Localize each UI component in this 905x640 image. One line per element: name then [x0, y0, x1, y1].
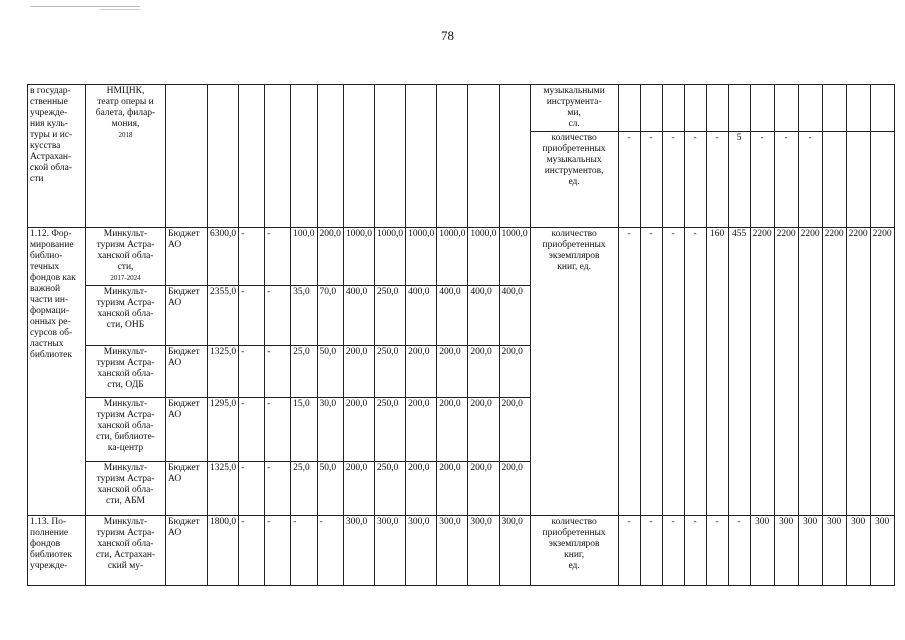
indicator-value — [684, 85, 706, 132]
executor-year: 2017-2024 — [110, 274, 141, 282]
indicator-value — [750, 85, 774, 132]
cell-line: ми, — [567, 108, 581, 118]
funding-source — [166, 228, 208, 286]
cell-line: количество — [551, 133, 597, 143]
indicator-value: 2200 — [846, 228, 870, 516]
funding-value: 200,0 — [406, 462, 437, 516]
funding-value: 1000,0 — [343, 228, 374, 286]
funding-value: 1000,0 — [375, 228, 406, 286]
funding-value — [375, 85, 406, 228]
cell-line: АО — [168, 298, 182, 308]
indicator-value: - — [618, 132, 640, 228]
cell-line: ханской обла- — [97, 539, 154, 549]
cell-line: количество — [551, 229, 597, 239]
funding-value: 300,0 — [375, 516, 406, 586]
funding-value: 250,0 — [375, 462, 406, 516]
funding-value: 400,0 — [499, 286, 530, 346]
funding-value — [468, 85, 499, 228]
funding-value: 1000,0 — [406, 228, 437, 286]
indicator-value: - — [684, 516, 706, 586]
cell-line: экземпляров — [548, 539, 600, 549]
funding-value: 200,0 — [468, 398, 499, 462]
funding-value: - — [265, 228, 291, 286]
funding-value: 200,0 — [437, 398, 468, 462]
indicator-value — [822, 132, 846, 228]
funding-value: 2355,0 — [208, 286, 239, 346]
indicator-value: 5 — [728, 132, 750, 228]
cell-line: музыкальными — [543, 86, 605, 96]
cell-line: сти, ОДБ — [107, 380, 144, 390]
cell-line: музыкальных — [546, 155, 602, 165]
indicator-value: 160 — [706, 228, 728, 516]
indicator-value: 300 — [750, 516, 774, 586]
funding-value: 1000,0 — [468, 228, 499, 286]
indicator-value: 300 — [798, 516, 822, 586]
cell-line: инструментов, — [544, 166, 604, 176]
funding-value: - — [265, 286, 291, 346]
indicator-value: 2200 — [798, 228, 822, 516]
executor — [86, 398, 166, 462]
indicator-value: - — [706, 132, 728, 228]
funding-value: - — [317, 516, 343, 586]
funding-value: 50,0 — [317, 462, 343, 516]
cell-line: АО — [168, 240, 182, 250]
cell-line: туризм Астра- — [96, 410, 155, 420]
cell-line: в государ- — [30, 86, 71, 96]
cell-line: книг, ед. — [557, 262, 591, 272]
table-row — [28, 516, 895, 586]
funding-value: 1000,0 — [437, 228, 468, 286]
funding-source — [166, 346, 208, 398]
funding-value — [208, 85, 239, 228]
cell-line: ластных — [30, 339, 64, 349]
funding-value: 1325,0 — [208, 346, 239, 398]
funding-value: 25,0 — [291, 346, 317, 398]
funding-value: 200,0 — [406, 398, 437, 462]
table-row — [28, 85, 895, 132]
funding-value: 100,0 — [291, 228, 317, 286]
indicator-value: - — [618, 228, 640, 516]
cell-line: сти, АБМ — [106, 496, 145, 506]
cell-line: сти, ОНБ — [106, 320, 145, 330]
funding-source — [166, 398, 208, 462]
funding-value: 250,0 — [375, 286, 406, 346]
cell-line: учрежде- — [30, 561, 68, 571]
executor — [86, 286, 166, 346]
funding-value: - — [265, 398, 291, 462]
indicator-value: 2200 — [870, 228, 894, 516]
cell-line: фондов как — [30, 273, 76, 283]
funding-value: 200,0 — [468, 346, 499, 398]
cell-line: учрежде- — [30, 108, 68, 118]
cell-line: театр оперы и — [97, 97, 154, 107]
funding-value: 300,0 — [343, 516, 374, 586]
funding-value: 200,0 — [343, 346, 374, 398]
funding-value: - — [265, 346, 291, 398]
funding-value — [265, 85, 291, 228]
funding-value — [499, 85, 530, 228]
cell-line: количество — [551, 517, 597, 527]
funding-value: 1000,0 — [499, 228, 530, 286]
cell-line: важной — [30, 284, 61, 294]
funding-value: 70,0 — [317, 286, 343, 346]
cell-line: онных ре- — [30, 317, 71, 327]
scan-mark — [100, 9, 140, 10]
funding-value — [437, 85, 468, 228]
indicator-value — [798, 85, 822, 132]
funding-value: 250,0 — [375, 398, 406, 462]
measure-name — [28, 516, 86, 586]
funding-value: - — [239, 398, 265, 462]
cell-line: течных — [30, 262, 60, 272]
cell-line: ской обла- — [30, 163, 73, 173]
cell-line: части ин- — [30, 295, 69, 305]
indicator-value: - — [684, 228, 706, 516]
funding-source — [166, 516, 208, 586]
funding-value: 200,0 — [468, 462, 499, 516]
funding-value: 400,0 — [468, 286, 499, 346]
cell-line: полнение — [30, 528, 69, 538]
cell-line: сл. — [568, 119, 580, 129]
indicator-value: - — [640, 132, 662, 228]
page-number: 78 — [441, 28, 454, 43]
funding-value: 400,0 — [343, 286, 374, 346]
cell-line: сурсов об- — [30, 328, 73, 338]
indicator-value: - — [618, 516, 640, 586]
cell-line: кусства — [30, 141, 61, 151]
indicator-value: - — [662, 516, 684, 586]
funding-value: 1800,0 — [208, 516, 239, 586]
indicator-value — [662, 85, 684, 132]
funding-value: - — [291, 516, 317, 586]
funding-value: 1295,0 — [208, 398, 239, 462]
funding-value: 300,0 — [437, 516, 468, 586]
program-table — [27, 84, 895, 586]
cell-line: Минкульт- — [103, 463, 148, 473]
funding-value: - — [265, 516, 291, 586]
indicator-value: 300 — [846, 516, 870, 586]
cell-line: библио- — [30, 251, 63, 261]
cell-line: балета, филар- — [95, 108, 156, 118]
funding-value: 50,0 — [317, 346, 343, 398]
cell-line: ханской обла- — [97, 421, 154, 431]
funding-value: 200,0 — [499, 346, 530, 398]
cell-line: ханской обла- — [97, 251, 154, 261]
funding-source — [166, 286, 208, 346]
cell-line: мирование — [30, 240, 74, 250]
cell-line: 1.12. Фор- — [30, 229, 72, 239]
indicator-value: - — [706, 516, 728, 586]
table-row — [28, 228, 895, 286]
funding-value: 30,0 — [317, 398, 343, 462]
executor — [86, 346, 166, 398]
cell-line: сти — [30, 174, 44, 184]
funding-value: 200,0 — [343, 398, 374, 462]
cell-line: Бюджет — [168, 463, 200, 473]
indicator-value — [706, 85, 728, 132]
cell-line: ка-центр — [107, 443, 144, 453]
cell-line: ед. — [568, 177, 580, 187]
funding-value: 200,0 — [437, 462, 468, 516]
cell-line: туризм Астра- — [96, 474, 155, 484]
executor — [86, 462, 166, 516]
cell-line: ственные — [30, 97, 68, 107]
funding-value: 1325,0 — [208, 462, 239, 516]
funding-value: 300,0 — [406, 516, 437, 586]
scan-mark — [30, 6, 140, 7]
cell-line: инструмента- — [546, 97, 602, 107]
indicator-value: 2200 — [750, 228, 774, 516]
indicator-value: 300 — [822, 516, 846, 586]
indicator-value — [822, 85, 846, 132]
indicator-value: 455 — [728, 228, 750, 516]
cell-line: АО — [168, 358, 182, 368]
cell-line: Бюджет — [168, 517, 200, 527]
cell-line: приобретенных — [542, 528, 606, 538]
cell-line: Бюджет — [168, 347, 200, 357]
cell-line: АО — [168, 528, 182, 538]
funding-value — [317, 85, 343, 228]
indicator-value: - — [640, 516, 662, 586]
cell-line: Минкульт- — [103, 347, 148, 357]
indicator-name — [530, 85, 618, 132]
cell-line: экземпляров — [548, 251, 600, 261]
indicator-value — [846, 85, 870, 132]
cell-line: Минкульт- — [103, 229, 148, 239]
executor-year: 2018 — [118, 131, 133, 139]
funding-value: 200,0 — [406, 346, 437, 398]
funding-value: 200,0 — [499, 398, 530, 462]
cell-line: приобретенных — [542, 144, 606, 154]
indicator-value: - — [684, 132, 706, 228]
cell-line: туризм Астра- — [96, 528, 155, 538]
indicator-value: 2200 — [774, 228, 798, 516]
indicator-value: - — [750, 132, 774, 228]
cell-line: НМЦНК, — [106, 86, 145, 96]
indicator-value — [728, 85, 750, 132]
funding-value: 6300,0 — [208, 228, 239, 286]
funding-value: - — [239, 228, 265, 286]
funding-value: - — [239, 286, 265, 346]
indicator-value: 2200 — [822, 228, 846, 516]
funding-value: 250,0 — [375, 346, 406, 398]
indicator-value: 300 — [774, 516, 798, 586]
funding-value: 200,0 — [317, 228, 343, 286]
cell-line: книг, — [564, 550, 585, 560]
cell-line: Минкульт- — [103, 287, 148, 297]
cell-line: Астрахан- — [30, 152, 72, 162]
cell-line: ханской обла- — [97, 369, 154, 379]
cell-line: туризм Астра- — [96, 298, 155, 308]
cell-line: туризм Астра- — [96, 358, 155, 368]
funding-value: 300,0 — [499, 516, 530, 586]
indicator-value: 300 — [870, 516, 894, 586]
indicator-value: - — [774, 132, 798, 228]
indicator-value: - — [662, 132, 684, 228]
cell-line: формаци- — [30, 306, 70, 316]
funding-value: - — [239, 462, 265, 516]
funding-value: 25,0 — [291, 462, 317, 516]
executor — [86, 228, 166, 286]
funding-value: 400,0 — [406, 286, 437, 346]
cell-line: сти, библиоте- — [96, 432, 155, 442]
measure-name — [28, 228, 86, 516]
funding-value: - — [239, 346, 265, 398]
funding-source — [166, 85, 208, 228]
funding-value: 200,0 — [437, 346, 468, 398]
funding-value — [291, 85, 317, 228]
cell-line: Бюджет — [168, 399, 200, 409]
indicator-name — [530, 132, 618, 228]
indicator-value — [618, 85, 640, 132]
funding-value: 200,0 — [343, 462, 374, 516]
cell-line: приобретенных — [542, 240, 606, 250]
indicator-name — [530, 228, 618, 516]
indicator-value: - — [662, 228, 684, 516]
funding-value — [239, 85, 265, 228]
funding-value — [406, 85, 437, 228]
cell-line: Минкульт- — [103, 399, 148, 409]
indicator-name — [530, 516, 618, 586]
indicator-value: - — [798, 132, 822, 228]
cell-line: туризм Астра- — [96, 240, 155, 250]
cell-line: ханской обла- — [97, 485, 154, 495]
funding-value: 200,0 — [499, 462, 530, 516]
executor — [86, 85, 166, 228]
indicator-value — [870, 132, 894, 228]
indicator-value — [640, 85, 662, 132]
funding-value — [343, 85, 374, 228]
funding-value: - — [239, 516, 265, 586]
funding-value: - — [265, 462, 291, 516]
funding-value: 15,0 — [291, 398, 317, 462]
cell-line: Минкульт- — [103, 517, 148, 527]
cell-line: ханской обла- — [97, 309, 154, 319]
cell-line: сти, Астрахан- — [95, 550, 156, 560]
cell-line: ский му- — [107, 561, 144, 571]
indicator-value: - — [640, 228, 662, 516]
indicator-value — [774, 85, 798, 132]
cell-line: библиотек — [30, 350, 72, 360]
indicator-value — [870, 85, 894, 132]
cell-line: мония, — [111, 119, 140, 129]
funding-source — [166, 462, 208, 516]
cell-line: АО — [168, 474, 182, 484]
cell-line: библиотек — [30, 550, 72, 560]
cell-line: ед. — [568, 561, 580, 571]
cell-line: ния куль- — [30, 119, 68, 129]
cell-line: АО — [168, 410, 182, 420]
executor — [86, 516, 166, 586]
indicator-value: - — [728, 516, 750, 586]
indicator-value — [846, 132, 870, 228]
cell-line: Бюджет — [168, 229, 200, 239]
cell-line: сти, — [117, 262, 134, 272]
funding-value: 300,0 — [468, 516, 499, 586]
funding-value: 35,0 — [291, 286, 317, 346]
cell-line: фондов — [30, 539, 61, 549]
cell-line: Бюджет — [168, 287, 200, 297]
funding-value: 400,0 — [437, 286, 468, 346]
measure-name — [28, 85, 86, 228]
cell-line: туры и ис- — [30, 130, 73, 140]
cell-line: 1.13. По- — [30, 517, 67, 527]
